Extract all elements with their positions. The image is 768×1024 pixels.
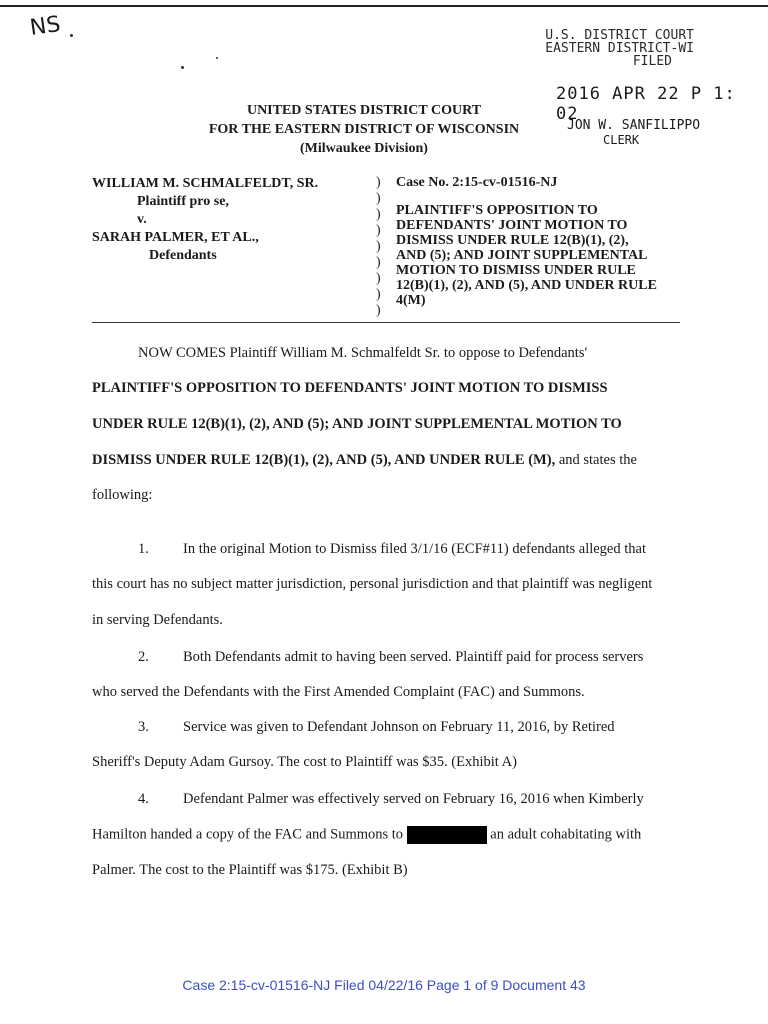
motion-title-line: DISMISS UNDER RULE 12(B)(1), (2), [396,233,629,248]
paragraph-4-text: Hamilton handed a copy of the FAC and Summons to [92,826,404,843]
paragraph-number: 2. [138,649,149,665]
motion-title-line: 4(M) [396,293,426,308]
case-number: Case No. 2:15-cv-01516-NJ [396,175,558,190]
motion-title-line: DEFENDANTS' JOINT MOTION TO [396,218,628,233]
ink-dot [181,66,184,69]
caption-parentheses: ) ) ) ) ) ) ) ) ) [376,175,381,318]
stamp-date: 2016 APR 22 P 1: 02 [556,84,736,124]
case-parties [92,175,318,265]
paragraph-number: 3. [138,719,149,735]
paragraph-4-line [92,826,641,844]
motion-title-line: AND (5); AND JOINT SUPPLEMENTAL [396,248,648,263]
motion-title-line: 12(B)(1), (2), AND (5), AND UNDER RULE [396,278,657,293]
motion-title-body: DISMISS UNDER RULE 12(B)(1), (2), AND (5), AND UNDER RULE (M), [92,452,556,468]
defendant-name: SARAH PALMER, ET AL., [92,230,259,245]
paragraph-1-line: in serving Defendants. [92,612,223,628]
paragraph-4-line: Defendant Palmer was effectively served on February 16, 2016 when Kimberly [183,791,644,807]
motion-title-line: MOTION TO DISMISS UNDER RULE [396,263,636,278]
plaintiff-role: Plaintiff pro se, [137,194,229,209]
paragraph-2-line: who served the Defendants with the First Amended Complaint (FAC) and Summons. [92,684,585,700]
defendant-role: Defendants [149,248,217,263]
paragraph-number: 4. [138,791,149,807]
stamp-district: EASTERN DISTRICT-WI [545,41,694,56]
top-border-line [0,5,768,7]
paragraph-3-line: Service was given to Defendant Johnson on February 11, 2016, by Retired [183,719,615,735]
court-district: FOR THE EASTERN DISTRICT OF WISCONSIN [208,122,520,137]
court-division: (Milwaukee Division) [300,141,428,156]
paragraph-4-text: an adult cohabitating with [490,826,642,843]
stamp-court: U.S. DISTRICT COURT [545,28,694,43]
intro-tail: and states the [555,452,637,468]
motion-title-body: PLAINTIFF'S OPPOSITION TO DEFENDANTS' JOINT MOTION TO DISMISS [92,380,608,396]
stamp-clerk-name: JON W. SANFILIPPO [567,118,701,133]
ink-dot [216,57,218,59]
intro-line: NOW COMES Plaintiff William M. Schmalfeldt Sr. to oppose to Defendants' [138,345,588,361]
motion-title-line: PLAINTIFF'S OPPOSITION TO [396,203,598,218]
paragraph-3-line: Sheriff's Deputy Adam Gursoy. The cost to Plaintiff was $35. (Exhibit A) [92,754,517,770]
court-name: UNITED STATES DISTRICT COURT [246,103,482,118]
stamp-clerk-title: CLERK [603,133,640,147]
paragraph-4-line: Palmer. The cost to the Plaintiff was $175. (Exhibit B) [92,862,408,878]
redaction-box [407,826,487,844]
paragraph-number: 1. [138,541,149,557]
motion-title-body-line [92,452,637,469]
following-text: following: [92,487,153,503]
paragraph-2-line: Both Defendants admit to having been served. Plaintiff paid for process servers [183,649,644,665]
plaintiff-name: WILLIAM M. SCHMALFELDT, SR. [92,176,319,191]
caption-divider [92,322,680,323]
ink-dot [70,34,73,37]
case-caption [396,175,686,308]
paragraph-1-line: this court has no subject matter jurisdiction, personal jurisdiction and that plaintiff was negligent [92,576,653,592]
stamp-filed: FILED [632,54,672,69]
handwritten-initials: NS [28,12,63,41]
paragraph-1-line: In the original Motion to Dismiss filed 3/1/16 (ECF#11) defendants alleged that [183,541,646,557]
motion-title-body: UNDER RULE 12(B)(1), (2), AND (5); AND JOINT SUPPLEMENTAL MOTION TO [92,416,622,432]
versus: v. [137,212,147,227]
page-footer: Case 2:15-cv-01516-NJ Filed 04/22/16 Page 1 of 9 Document 43 [182,977,586,993]
filed-stamp [534,29,694,68]
